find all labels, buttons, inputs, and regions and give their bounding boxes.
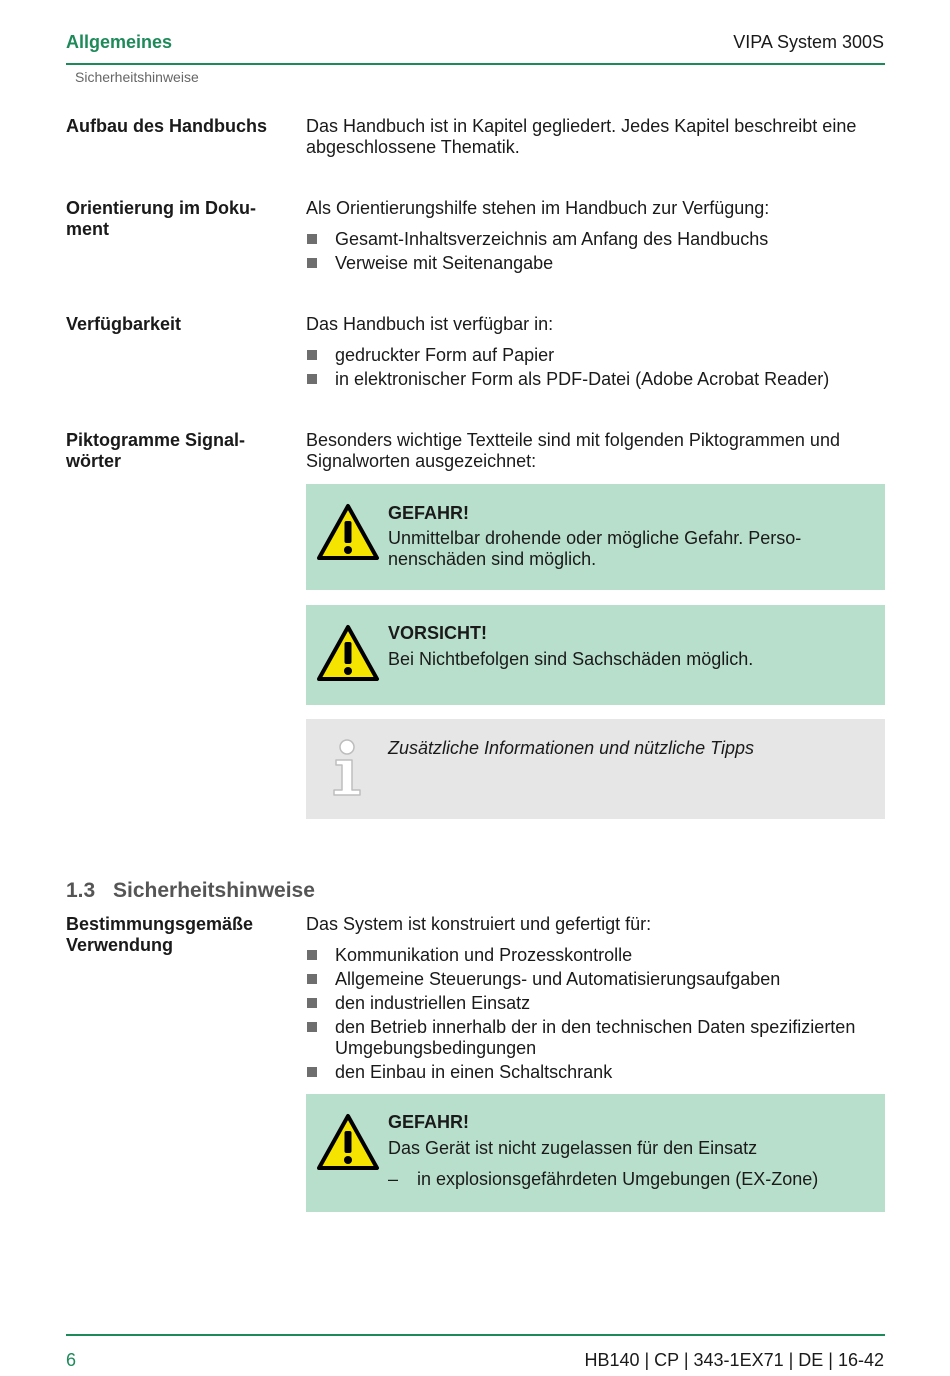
label-orientierung-line1: Orientierung im Doku-: [66, 198, 257, 218]
bullet-square-icon: [307, 234, 317, 244]
list-item: [306, 945, 881, 966]
danger-text-line2: nenschäden sind möglich.: [388, 549, 597, 569]
label-bestimmung-line1: Bestimmungsgemäße: [66, 914, 254, 934]
danger-ex-item: [388, 1169, 818, 1190]
label-orientierung-line2: ment: [66, 219, 110, 239]
danger-ex-item-text: in explosionsgefährdeten Umgebungen (EX-Zone): [417, 1169, 819, 1189]
bullet-square-icon: [307, 1022, 317, 1032]
caution-text: Bei Nichtbefolgen sind Sachschäden möglich.: [388, 649, 754, 669]
list-item: [306, 345, 886, 366]
warning-triangle-icon: [316, 503, 380, 561]
bullet-square-icon: [307, 350, 317, 360]
list-item-text: den Betrieb innerhalb der in den technischen Daten spezifizierten Umgebungsbedingungen: [335, 1017, 856, 1058]
danger-box: [306, 484, 885, 590]
list-item-text: Gesamt-Inhaltsverzeichnis am Anfang des Handbuchs: [335, 229, 769, 249]
list-item: [306, 969, 881, 990]
list-item-text: den industriellen Einsatz: [335, 993, 531, 1013]
danger-box-ex: [306, 1094, 885, 1212]
danger-text-line1: Unmittelbar drohende oder mögliche Gefahr. Perso-: [388, 528, 802, 548]
chapter-title: Sicherheitshinweise: [113, 879, 315, 902]
info-box: [306, 719, 885, 819]
header-rule: [66, 63, 885, 65]
info-text: Zusätzliche Informationen und nützliche Tipps: [388, 738, 755, 758]
list-item: [306, 993, 881, 1014]
text-verfuegbarkeit: Das Handbuch ist verfügbar in:: [306, 314, 554, 334]
bullet-square-icon: [307, 374, 317, 384]
label-orientierung: [66, 198, 286, 240]
label-bestimmung: [66, 914, 286, 956]
caution-title: VORSICHT!: [388, 623, 487, 643]
chapter-heading: [66, 879, 315, 903]
footer-page-number: 6: [66, 1350, 77, 1370]
caution-box: [306, 605, 885, 705]
label-verfuegbarkeit: Verfügbarkeit: [66, 314, 182, 334]
warning-triangle-icon: [316, 624, 380, 682]
warning-triangle-icon: [316, 1113, 380, 1171]
list-item-text: Verweise mit Seitenangabe: [335, 253, 554, 273]
bullet-square-icon: [307, 950, 317, 960]
bullet-square-icon: [307, 1067, 317, 1077]
list-item: [306, 369, 886, 390]
text-aufbau: Das Handbuch ist in Kapitel gegliedert. Jedes Kapitel beschreibt eine abgeschlossene Thematik.: [306, 116, 857, 157]
list-item-text: den Einbau in einen Schaltschrank: [335, 1062, 613, 1082]
label-piktogramme-line2: wörter: [66, 451, 122, 471]
dash-marker: –: [388, 1169, 399, 1189]
text-piktogramme-line1: Besonders wichtige Textteile sind mit folgenden Piktogrammen und: [306, 430, 840, 450]
header-section-title: Allgemeines: [66, 32, 173, 52]
label-aufbau: Aufbau des Handbuchs: [66, 116, 268, 136]
list-item-text: Allgemeine Steuerungs- und Automatisierungsaufgaben: [335, 969, 781, 989]
list-item: [306, 1062, 881, 1083]
danger-ex-text: Das Gerät ist nicht zugelassen für den Einsatz: [388, 1138, 758, 1158]
header-subsection: Sicherheitshinweise: [75, 69, 199, 85]
list-item: [306, 253, 886, 274]
danger-ex-title: GEFAHR!: [388, 1112, 469, 1132]
bullet-square-icon: [307, 998, 317, 1008]
footer-rule: [66, 1334, 885, 1336]
label-bestimmung-line2: Verwendung: [66, 935, 174, 955]
text-piktogramme-line2: Signalworten ausgezeichnet:: [306, 451, 537, 471]
bullet-square-icon: [307, 974, 317, 984]
label-piktogramme-line1: Piktogramme Signal-: [66, 430, 246, 450]
list-item-text: in elektronischer Form als PDF-Datei (Adobe Acrobat Reader): [335, 369, 830, 389]
header-product-title: VIPA System 300S: [733, 32, 884, 52]
list-bestimmung: [306, 945, 881, 1086]
danger-title: GEFAHR!: [388, 503, 469, 523]
list-item: [306, 1017, 881, 1059]
list-verfuegbarkeit: [306, 345, 886, 393]
list-item-text: Kommunikation und Prozesskontrolle: [335, 945, 633, 965]
bullet-square-icon: [307, 258, 317, 268]
text-piktogramme: [306, 430, 886, 472]
list-orientierung: [306, 229, 886, 277]
list-item: [306, 229, 886, 250]
danger-text: [388, 528, 858, 570]
label-piktogramme: [66, 430, 286, 472]
footer-reference: HB140 | CP | 343-1EX71 | DE | 16-42: [584, 1350, 884, 1370]
list-item-text: gedruckter Form auf Papier: [335, 345, 555, 365]
chapter-number: 1.3: [66, 879, 96, 902]
info-icon: [330, 738, 366, 798]
text-bestimmung: Das System ist konstruiert und gefertigt für:: [306, 914, 652, 934]
text-orientierung: Als Orientierungshilfe stehen im Handbuch zur Verfügung:: [306, 198, 770, 218]
